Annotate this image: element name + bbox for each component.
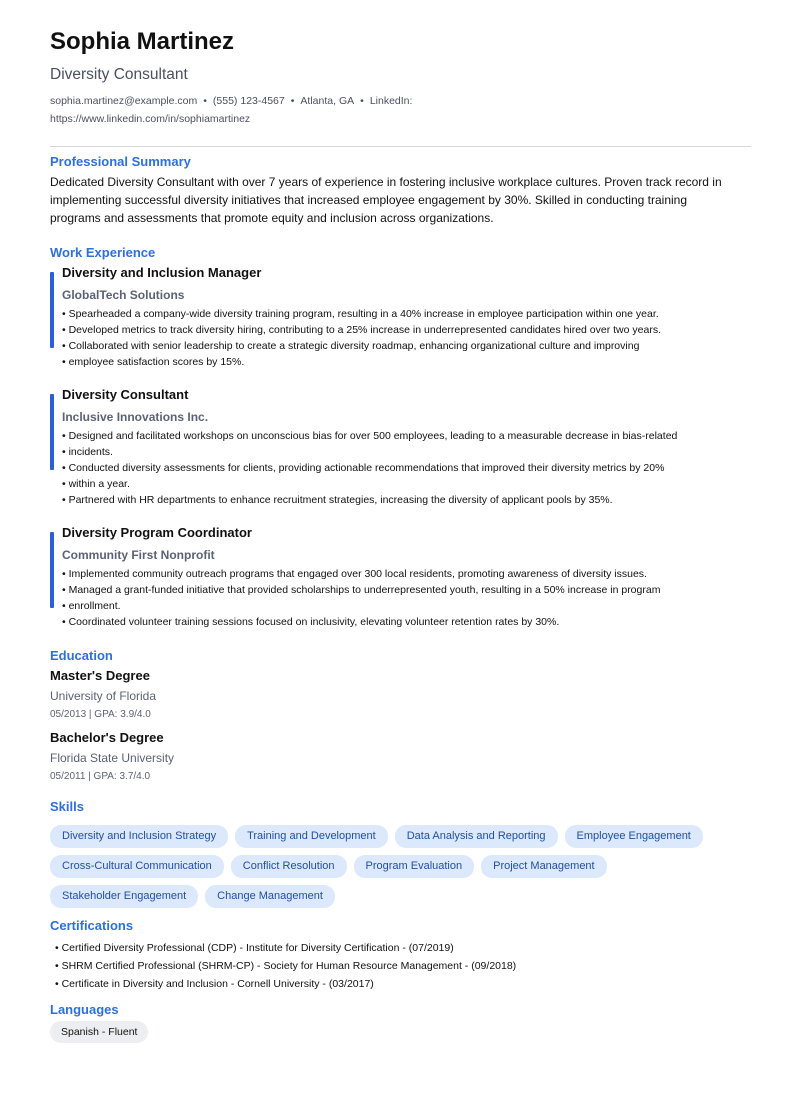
location-text: Atlanta, GA (300, 95, 355, 107)
linkedin-link[interactable]: https://www.linkedin.com/in/sophiamartinez (50, 113, 251, 125)
work-experience-heading: Work Experience (50, 245, 156, 260)
summary-text: Dedicated Diversity Consultant with over 7 years of experience in fostering inclusive workplace cultures. Proven track record in implementing successful diversity initiatives that increased employee engagement by 30%. Skilled in conducting training programs and assessments that promote equity and inclusion across organizations. (50, 175, 722, 225)
job-bullets (62, 566, 751, 630)
skill-tag: Employee Engagement (565, 825, 703, 848)
degree-title: Master's Degree (50, 668, 150, 683)
school-name: Florida State University (50, 751, 175, 765)
job-bullet: • Developed metrics to track diversity hiring, contributing to a 25% increase in underrepresented candidates hired over two years. (62, 324, 661, 336)
skill-tag: Training and Development (235, 825, 388, 848)
job-title: Diversity and Inclusion Manager (62, 265, 262, 280)
certifications-list (50, 939, 751, 993)
job-accent-bar (50, 532, 54, 608)
skill-tag: Stakeholder Engagement (50, 885, 198, 908)
separator: • (290, 95, 295, 107)
degree-title: Bachelor's Degree (50, 730, 164, 745)
contact-line (50, 92, 751, 128)
job-bullet: • Partnered with HR departments to enhance recruitment strategies, increasing the diversity of applicant pools by 35%. (62, 494, 613, 506)
education-entry (50, 668, 751, 722)
job-entry (50, 525, 751, 630)
job-entry (50, 387, 751, 508)
skill-tag: Conflict Resolution (231, 855, 347, 878)
job-bullets (62, 428, 751, 508)
summary-heading: Professional Summary (50, 154, 191, 169)
job-bullet: • Coordinated volunteer training sessions focused on inclusivity, elevating volunteer retention rates by 30%. (62, 616, 560, 628)
separator: • (360, 95, 364, 107)
certification-item: • Certified Diversity Professional (CDP) - Institute for Diversity Certification - (07/2019) (55, 942, 454, 954)
job-bullet: • Designed and facilitated workshops on unconscious bias for over 500 employees, leading to a measurable decrease in bias-related (62, 430, 678, 442)
job-bullet: • employee satisfaction scores by 15%. (62, 356, 245, 368)
job-entry (50, 265, 751, 370)
skill-tag: Data Analysis and Reporting (395, 825, 558, 848)
separator: • (203, 95, 207, 107)
education-meta: 05/2013 | GPA: 3.9/4.0 (50, 709, 151, 720)
linkedin-label: LinkedIn: (369, 95, 413, 107)
job-bullet: • Spearheaded a company-wide diversity training program, resulting in a 40% increase in employee participation within one year. (62, 308, 659, 320)
job-bullet: • Managed a grant-funded initiative that provided scholarships to underrepresented youth, resulting in a 50% increase in program (62, 584, 661, 596)
job-accent-bar (50, 394, 54, 470)
languages-list (50, 1018, 751, 1043)
education-entry (50, 730, 751, 784)
job-bullet: • Implemented community outreach programs that engaged over 300 local residents, promoting awareness of diversity issues. (62, 568, 647, 580)
email-link[interactable]: sophia.martinez@example.com (50, 95, 198, 107)
job-company: Community First Nonprofit (62, 548, 215, 562)
skills-heading: Skills (50, 799, 84, 814)
education-heading: Education (50, 648, 113, 663)
skill-tag: Cross-Cultural Communication (50, 855, 224, 878)
education-meta: 05/2011 | GPA: 3.7/4.0 (50, 771, 151, 782)
resume-page (50, 28, 751, 1043)
job-company: Inclusive Innovations Inc. (62, 410, 209, 424)
job-accent-bar (50, 272, 54, 348)
job-company: GlobalTech Solutions (62, 288, 185, 302)
job-bullet: • within a year. (62, 478, 130, 490)
header-divider (50, 146, 751, 147)
skills-list (50, 825, 751, 915)
candidate-role: Diversity Consultant (50, 66, 188, 83)
job-title: Diversity Consultant (62, 387, 189, 402)
certification-item: • Certificate in Diversity and Inclusion - Cornell University - (03/2017) (55, 978, 374, 990)
skill-tag: Program Evaluation (354, 855, 475, 878)
candidate-name: Sophia Martinez (50, 28, 235, 55)
certification-item: • SHRM Certified Professional (SHRM-CP) - Society for Human Resource Management - (09/2018) (55, 960, 517, 972)
school-name: University of Florida (50, 689, 157, 703)
phone-text: (555) 123-4567 (212, 95, 285, 107)
certifications-heading: Certifications (50, 918, 134, 933)
job-bullet: • enrollment. (62, 600, 121, 612)
job-bullet: • incidents. (62, 446, 113, 458)
skill-tag: Project Management (481, 855, 607, 878)
job-title: Diversity Program Coordinator (62, 525, 252, 540)
job-bullet: • Conducted diversity assessments for clients, providing actionable recommendations that improved their diversity metrics by 20% (62, 462, 665, 474)
skill-tag: Diversity and Inclusion Strategy (50, 825, 228, 848)
job-bullet: • Collaborated with senior leadership to create a strategic diversity roadmap, enhancing organizational culture and improving (62, 340, 640, 352)
language-tag: Spanish - Fluent (50, 1021, 148, 1043)
job-bullets (62, 306, 751, 370)
languages-heading: Languages (50, 1002, 119, 1017)
skill-tag: Change Management (205, 885, 335, 908)
